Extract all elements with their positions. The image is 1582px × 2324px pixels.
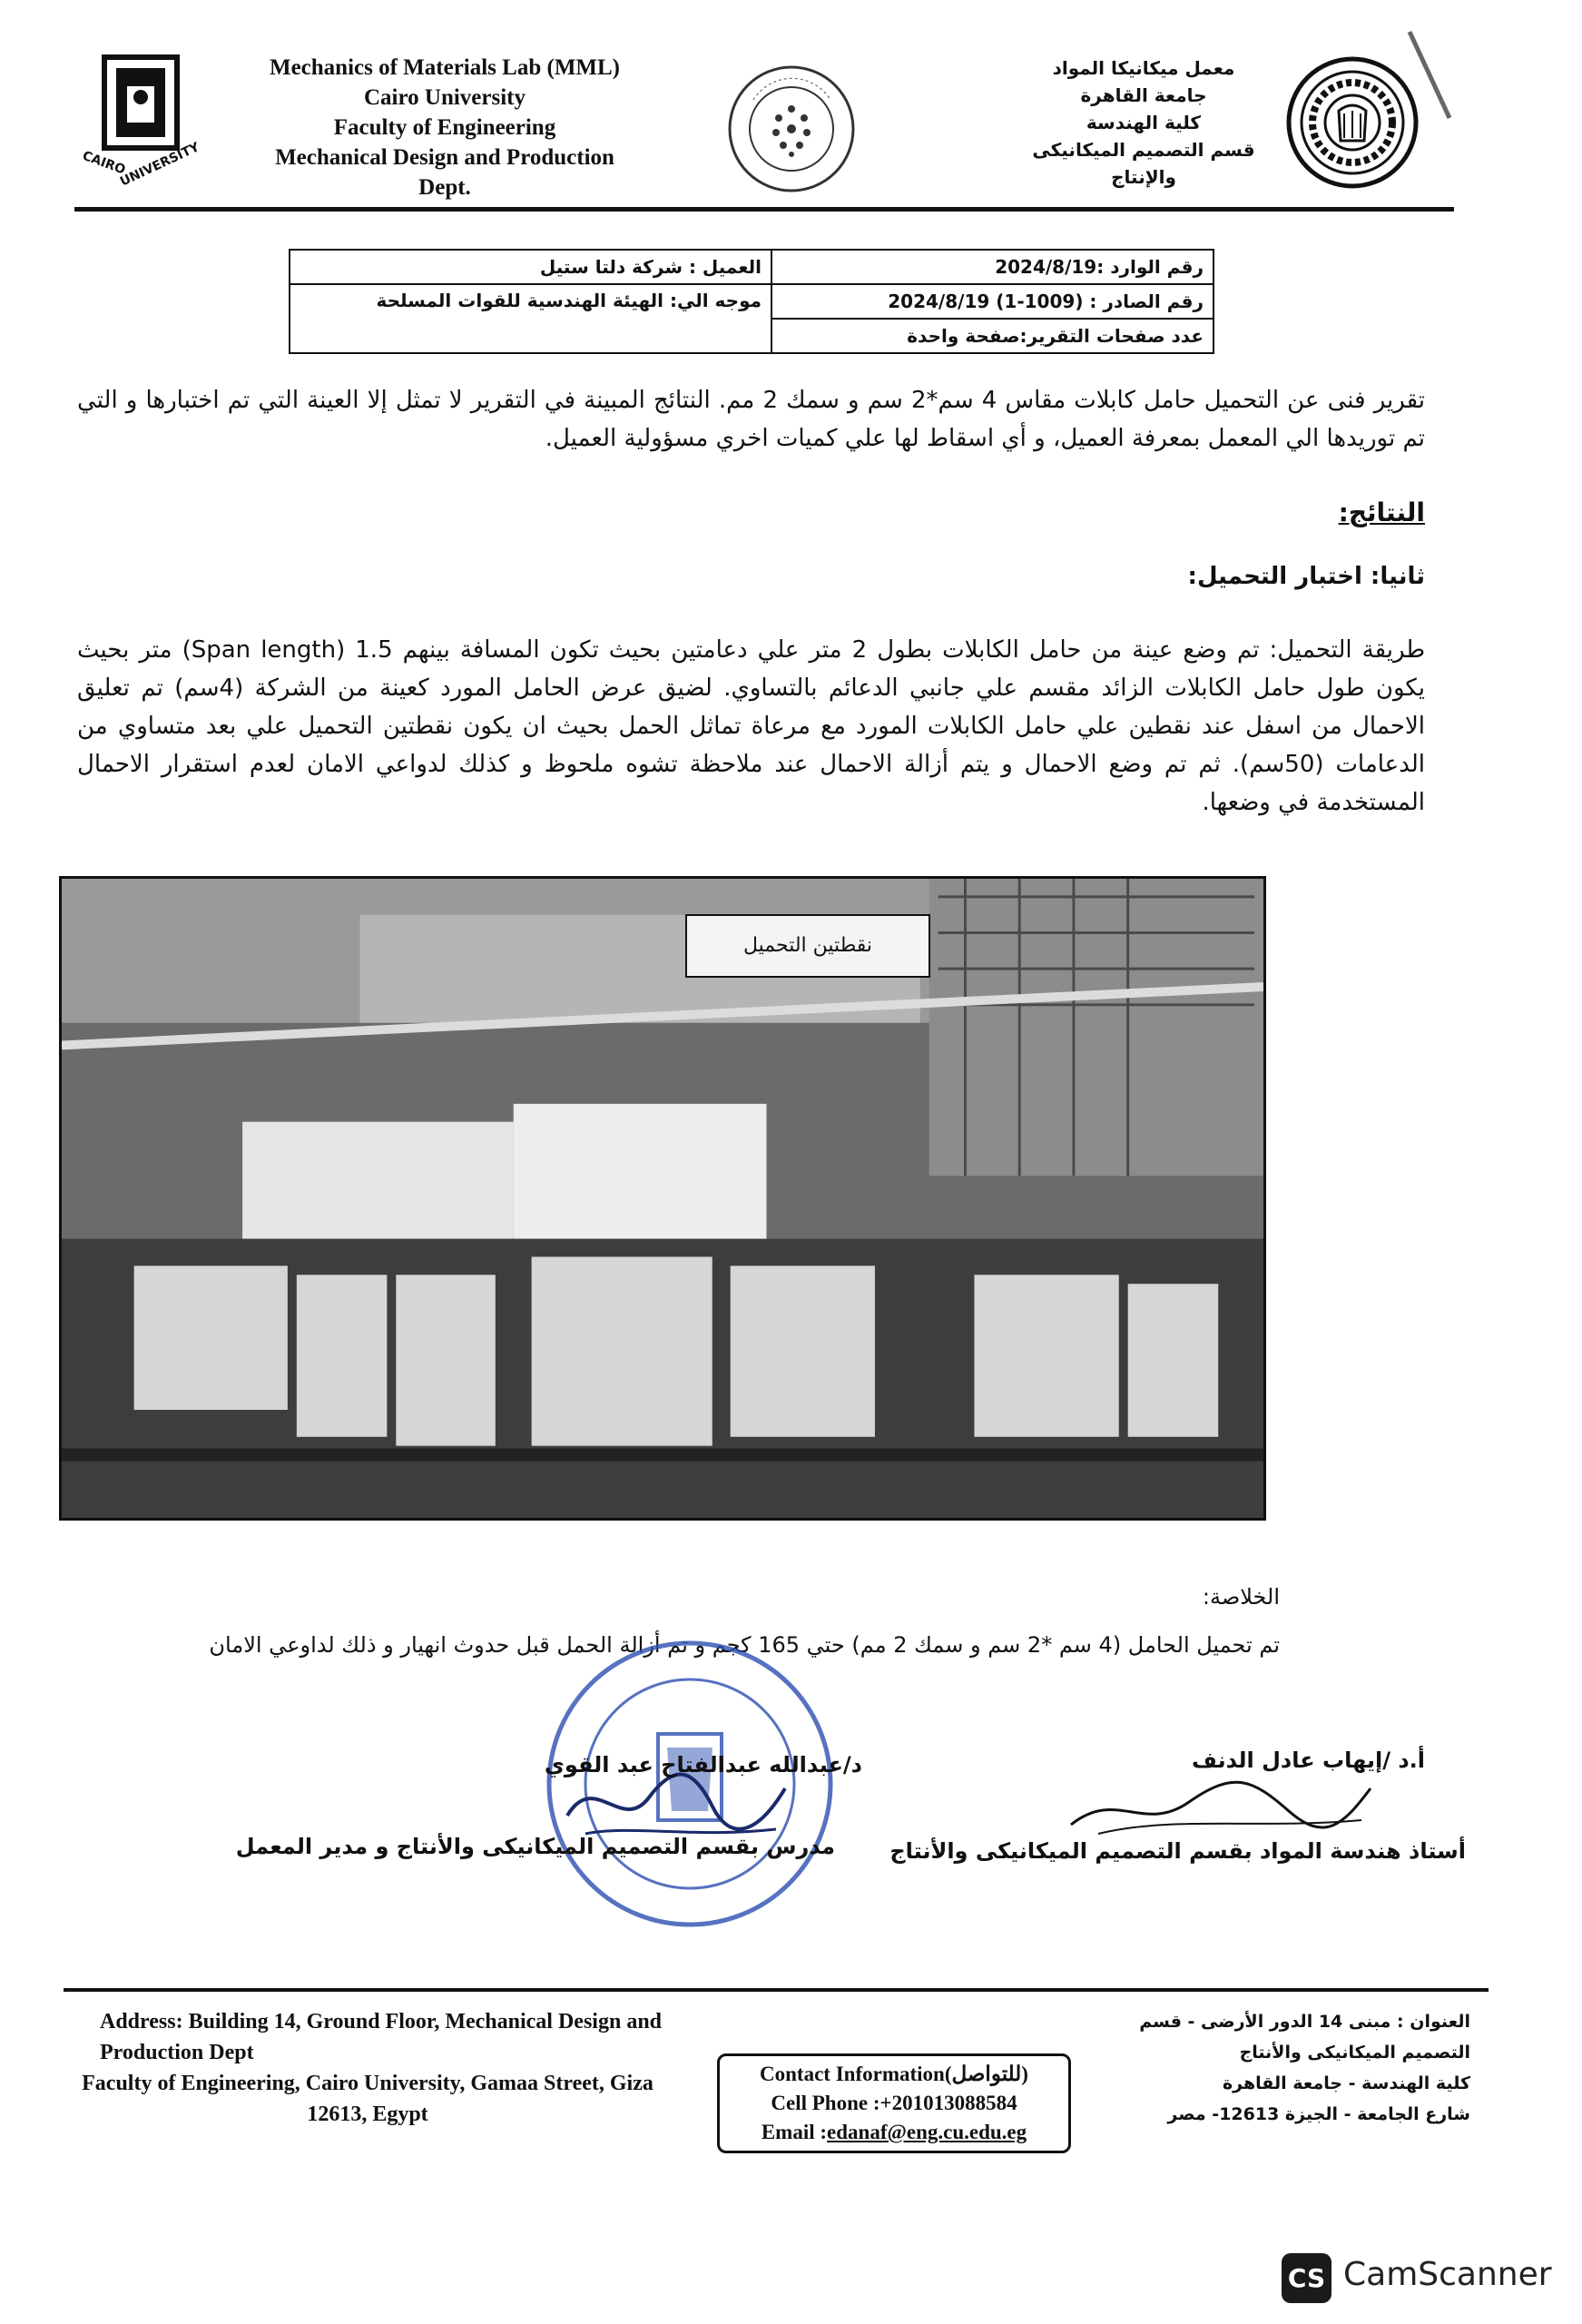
- contact-information-box: [717, 2053, 1071, 2153]
- signature-right: [1062, 1761, 1380, 1843]
- footer-address-en-1: Address: Building 14, Ground Floor, Mechanical Design and Production Dept: [100, 2010, 663, 2064]
- header-ar-line: والإنتاج: [1111, 166, 1176, 188]
- camscanner-logo-icon: CS: [1282, 2253, 1331, 2303]
- camscanner-watermark: CamScanner: [1343, 2256, 1552, 2293]
- contact-email: [720, 2118, 1068, 2147]
- footer-address-ar-3: شارع الجامعة - الجيزة 12613- مصر: [1167, 2104, 1470, 2124]
- email-label: Email :: [761, 2121, 828, 2143]
- cairo-university-logo: [73, 50, 209, 195]
- svg-text:UNIVERSITY: UNIVERSITY: [117, 140, 202, 190]
- left-signatory-title: مدرس بقسم التصميم الميكانيكى والأنتاج و مدير المعمل: [235, 1834, 835, 1859]
- header-en-line: Faculty of Engineering: [333, 115, 556, 140]
- addressed-to: موجه الي: الهيئة الهندسية للقوات المسلحة: [290, 284, 771, 353]
- left-signatory-name: د/عبدالله عبدالفتاح عبد القوي: [544, 1752, 862, 1777]
- footer-address-ar: [1098, 2006, 1470, 2130]
- footer-address-ar-1: العنوان : مبنى 14 الدور الأرضى - قسم التصميم الميكانيكى والأنتاج: [1139, 2012, 1470, 2063]
- loading-points-label: نقطتين التحميل: [685, 914, 930, 978]
- header-en-line: Cairo University: [364, 85, 526, 110]
- header-ar-line: جامعة القاهرة: [1080, 84, 1207, 106]
- header-arabic: [1007, 54, 1280, 191]
- load-test-heading: ثانيا: اختبار التحميل:: [1187, 563, 1425, 590]
- report-info-table: [289, 249, 1214, 354]
- client-name: العميل : شركة دلتا ستيل: [290, 250, 771, 284]
- svg-text:CAIRO: CAIRO: [80, 148, 128, 178]
- header-divider: [74, 207, 1454, 212]
- contact-title: Contact Information(للتواصل): [760, 2063, 1028, 2085]
- loading-method-paragraph: طريقة التحميل: تم وضع عينة من حامل الكابلات بطول 2 متر علي دعامتين بحيث تكون المسافة بينهم 1.5 (Span length) متر بحيث يكون طول حامل الكابلات الزائد مقسم علي جانبي الدعائم بالتساوي. لضيق عرض الحامل المورد كعينة من الشركة (4سم) تم تعليق الاحمال من اسفل عند نقطين علي حامل الكابلات المورد مع مرعاة تماثل الحمل بحيث ان يكون نقطتين التحميل علي بعد متساوي من الدعامات (50سم). ثم تم وضع الاحمال و يتم أزالة الاحمال عند ملاحظة تشوه ملحوظ و كذلك لدواعي الامان لعدم استقرار الاحمال المستخدمة في وضعها.: [77, 636, 1426, 816]
- mml-lab-seal-logo: [726, 64, 858, 195]
- header-ar-line: قسم التصميم الميكانيكى: [1032, 139, 1255, 161]
- contact-phone: Cell Phone :+201013088584: [771, 2092, 1017, 2114]
- email-link[interactable]: edanaf@eng.cu.edu.eg: [827, 2121, 1027, 2143]
- test-setup-photo: [59, 876, 1266, 1521]
- header-ar-line: كلية الهندسة: [1086, 112, 1202, 133]
- right-signatory-title: أستاذ هندسة المواد بقسم التصميم الميكانيكى والأنتاج: [889, 1838, 1466, 1864]
- footer-divider: [64, 1988, 1489, 1992]
- footer-address-ar-2: كلية الهندسة - جامعة القاهرة: [1222, 2073, 1470, 2093]
- header-en-line: Dept.: [418, 175, 471, 200]
- header-en-line: Mechanics of Materials Lab (MML): [269, 55, 621, 80]
- right-signatory-name: أ.د /إيهاب عادل الدنف: [1192, 1748, 1425, 1773]
- header-en-line: Mechanical Design and Production: [275, 145, 614, 170]
- intro-paragraph: تقرير فنى عن التحميل حامل كابلات مقاس 4 سم*2 سم و سمك 2 مم. النتائج المبينة في التقرير لا تمثل إلا العينة التي تم اختبارها و التي تم توريدها الي المعمل بمعرفة العميل، و أي اسقاط لها علي كميات اخري مسؤولية العميل.: [77, 387, 1426, 452]
- summary-heading: الخلاصة:: [1202, 1584, 1280, 1610]
- faculty-of-engineering-logo: [1284, 54, 1420, 191]
- page-count: عدد صفحات التقرير:صفحة واحدة: [771, 319, 1214, 353]
- summary-body: تم تحميل الحامل (4 سم *2 سم و سمك 2 مم) حتي 165 كجم و تم أزالة الحمل قبل حدوث انهيار و ذلك لداوعي الامان: [209, 1632, 1280, 1658]
- footer-address-en-2: Faculty of Engineering, Cairo University, Gamaa Street, Giza 12613, Egypt: [82, 2072, 653, 2126]
- outgoing-number: رقم الصادر : (1009-1) 2024/8/19: [771, 284, 1214, 319]
- results-heading: النتائج:: [1338, 497, 1425, 527]
- incoming-number: رقم الوارد :2024/8/19: [771, 250, 1214, 284]
- header-ar-line: معمل ميكانيكا المواد: [1052, 57, 1235, 79]
- header-english: [222, 53, 667, 202]
